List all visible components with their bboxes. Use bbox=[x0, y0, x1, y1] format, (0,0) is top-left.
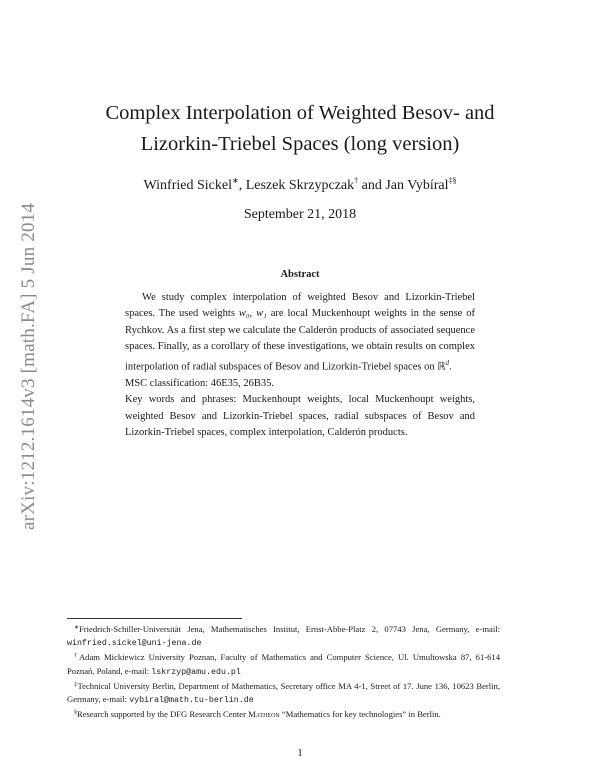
footnote-4-matheon: Matheon bbox=[248, 709, 280, 720]
author-mark-1: ∗ bbox=[231, 176, 239, 185]
arxiv-identifier: arXiv:1212.1614v3 [math.FA] 5 Jun 2014 bbox=[18, 202, 39, 530]
footnote-3-mark: ‡ bbox=[74, 681, 78, 688]
footnote-2 bbox=[67, 650, 500, 678]
abstract-math-weights: w₀, w₁ bbox=[238, 308, 267, 320]
keywords: Key words and phrases: Muckenhoupt weights, local Muckenhoupt weights, weighted Besov and Lizorkin-Triebel spaces, radial subspaces of Besov and Lizorkin-Triebel spaces, complex interpolation, Calderón products. bbox=[125, 394, 475, 438]
footnote-4 bbox=[67, 707, 500, 721]
abstract-text-end: . bbox=[449, 361, 452, 373]
footnote-4-text-b: “Mathematics for key technologies” in Berlin. bbox=[279, 709, 441, 720]
abstract-text-b: are local Muckenhoupt weights in the sense of Rychkov. As a first step we calculate the Calderón products of associated sequence spaces. Finally, as a corollary of these investigations, we obtain results on complex interpolation of radial subspaces of Besov and Lizorkin-Triebel spaces on ℝ bbox=[125, 308, 476, 373]
footnote-3 bbox=[67, 679, 500, 707]
paper-date: September 21, 2018 bbox=[243, 207, 357, 222]
footnote-3-text: Technical University Berlin, Department of Mathematics, Secretary office MA 4-1, Street of 17. June 136, 10623 Berlin, Germany, e-mail: bbox=[67, 680, 500, 705]
author-list bbox=[0, 176, 600, 194]
page-number: 1 bbox=[297, 747, 303, 759]
footnote-1-email[interactable]: winfried.sickel@uni-jena.de bbox=[67, 639, 202, 649]
author-sickel: Winfried Sickel bbox=[143, 178, 232, 193]
author-separator: , bbox=[238, 178, 246, 193]
footnote-2-mark: † bbox=[74, 653, 79, 660]
author-mark-3: ‡§ bbox=[448, 176, 457, 185]
footnotes bbox=[67, 622, 500, 721]
abstract-body bbox=[125, 290, 475, 441]
footnote-3-email[interactable]: vybiral@math.tu-berlin.de bbox=[129, 696, 254, 706]
abstract-dimension-sup: d bbox=[445, 359, 450, 368]
footnote-rule bbox=[67, 618, 242, 619]
msc-classification: MSC classification: 46E35, 26B35. bbox=[125, 377, 275, 389]
abstract-heading: Abstract bbox=[280, 269, 320, 280]
footnote-2-text: Adam Mickiewicz University Poznan, Faculty of Mathematics and Computer Science, Ul. Umultowska 87, 61-614 Poznań, Poland, e-mail: bbox=[67, 652, 500, 676]
footnote-4-text-a: Research supported by the DFG Research Center bbox=[77, 709, 249, 720]
footnote-1-mark: ∗ bbox=[74, 625, 80, 631]
paper-title bbox=[0, 98, 600, 160]
author-conjunction: and bbox=[358, 178, 386, 193]
title-line-2: Lizorkin-Triebel Spaces (long version) bbox=[140, 133, 460, 155]
author-mark-2: † bbox=[354, 176, 359, 185]
author-skrzypczak: Leszek Skrzypczak bbox=[245, 178, 355, 193]
footnote-4-mark: § bbox=[74, 710, 77, 717]
footnote-1-text: Friedrich-Schiller-Universität Jena, Mathematisches Institut, Ernst-Abbe-Platz 2, 07743 Jena, Germany, e-mail: bbox=[79, 624, 500, 634]
footnote-2-email[interactable]: lskrzyp@amu.edu.pl bbox=[151, 667, 241, 677]
abstract-paragraph bbox=[125, 290, 475, 376]
footnote-1 bbox=[67, 622, 500, 650]
title-line-1: Complex Interpolation of Weighted Besov- and bbox=[105, 102, 495, 124]
abstract-text-a: We study complex interpolation of weighted Besov and Lizorkin-Triebel spaces. The used weights bbox=[125, 292, 475, 320]
author-vybiral: Jan Vybíral bbox=[385, 178, 449, 193]
